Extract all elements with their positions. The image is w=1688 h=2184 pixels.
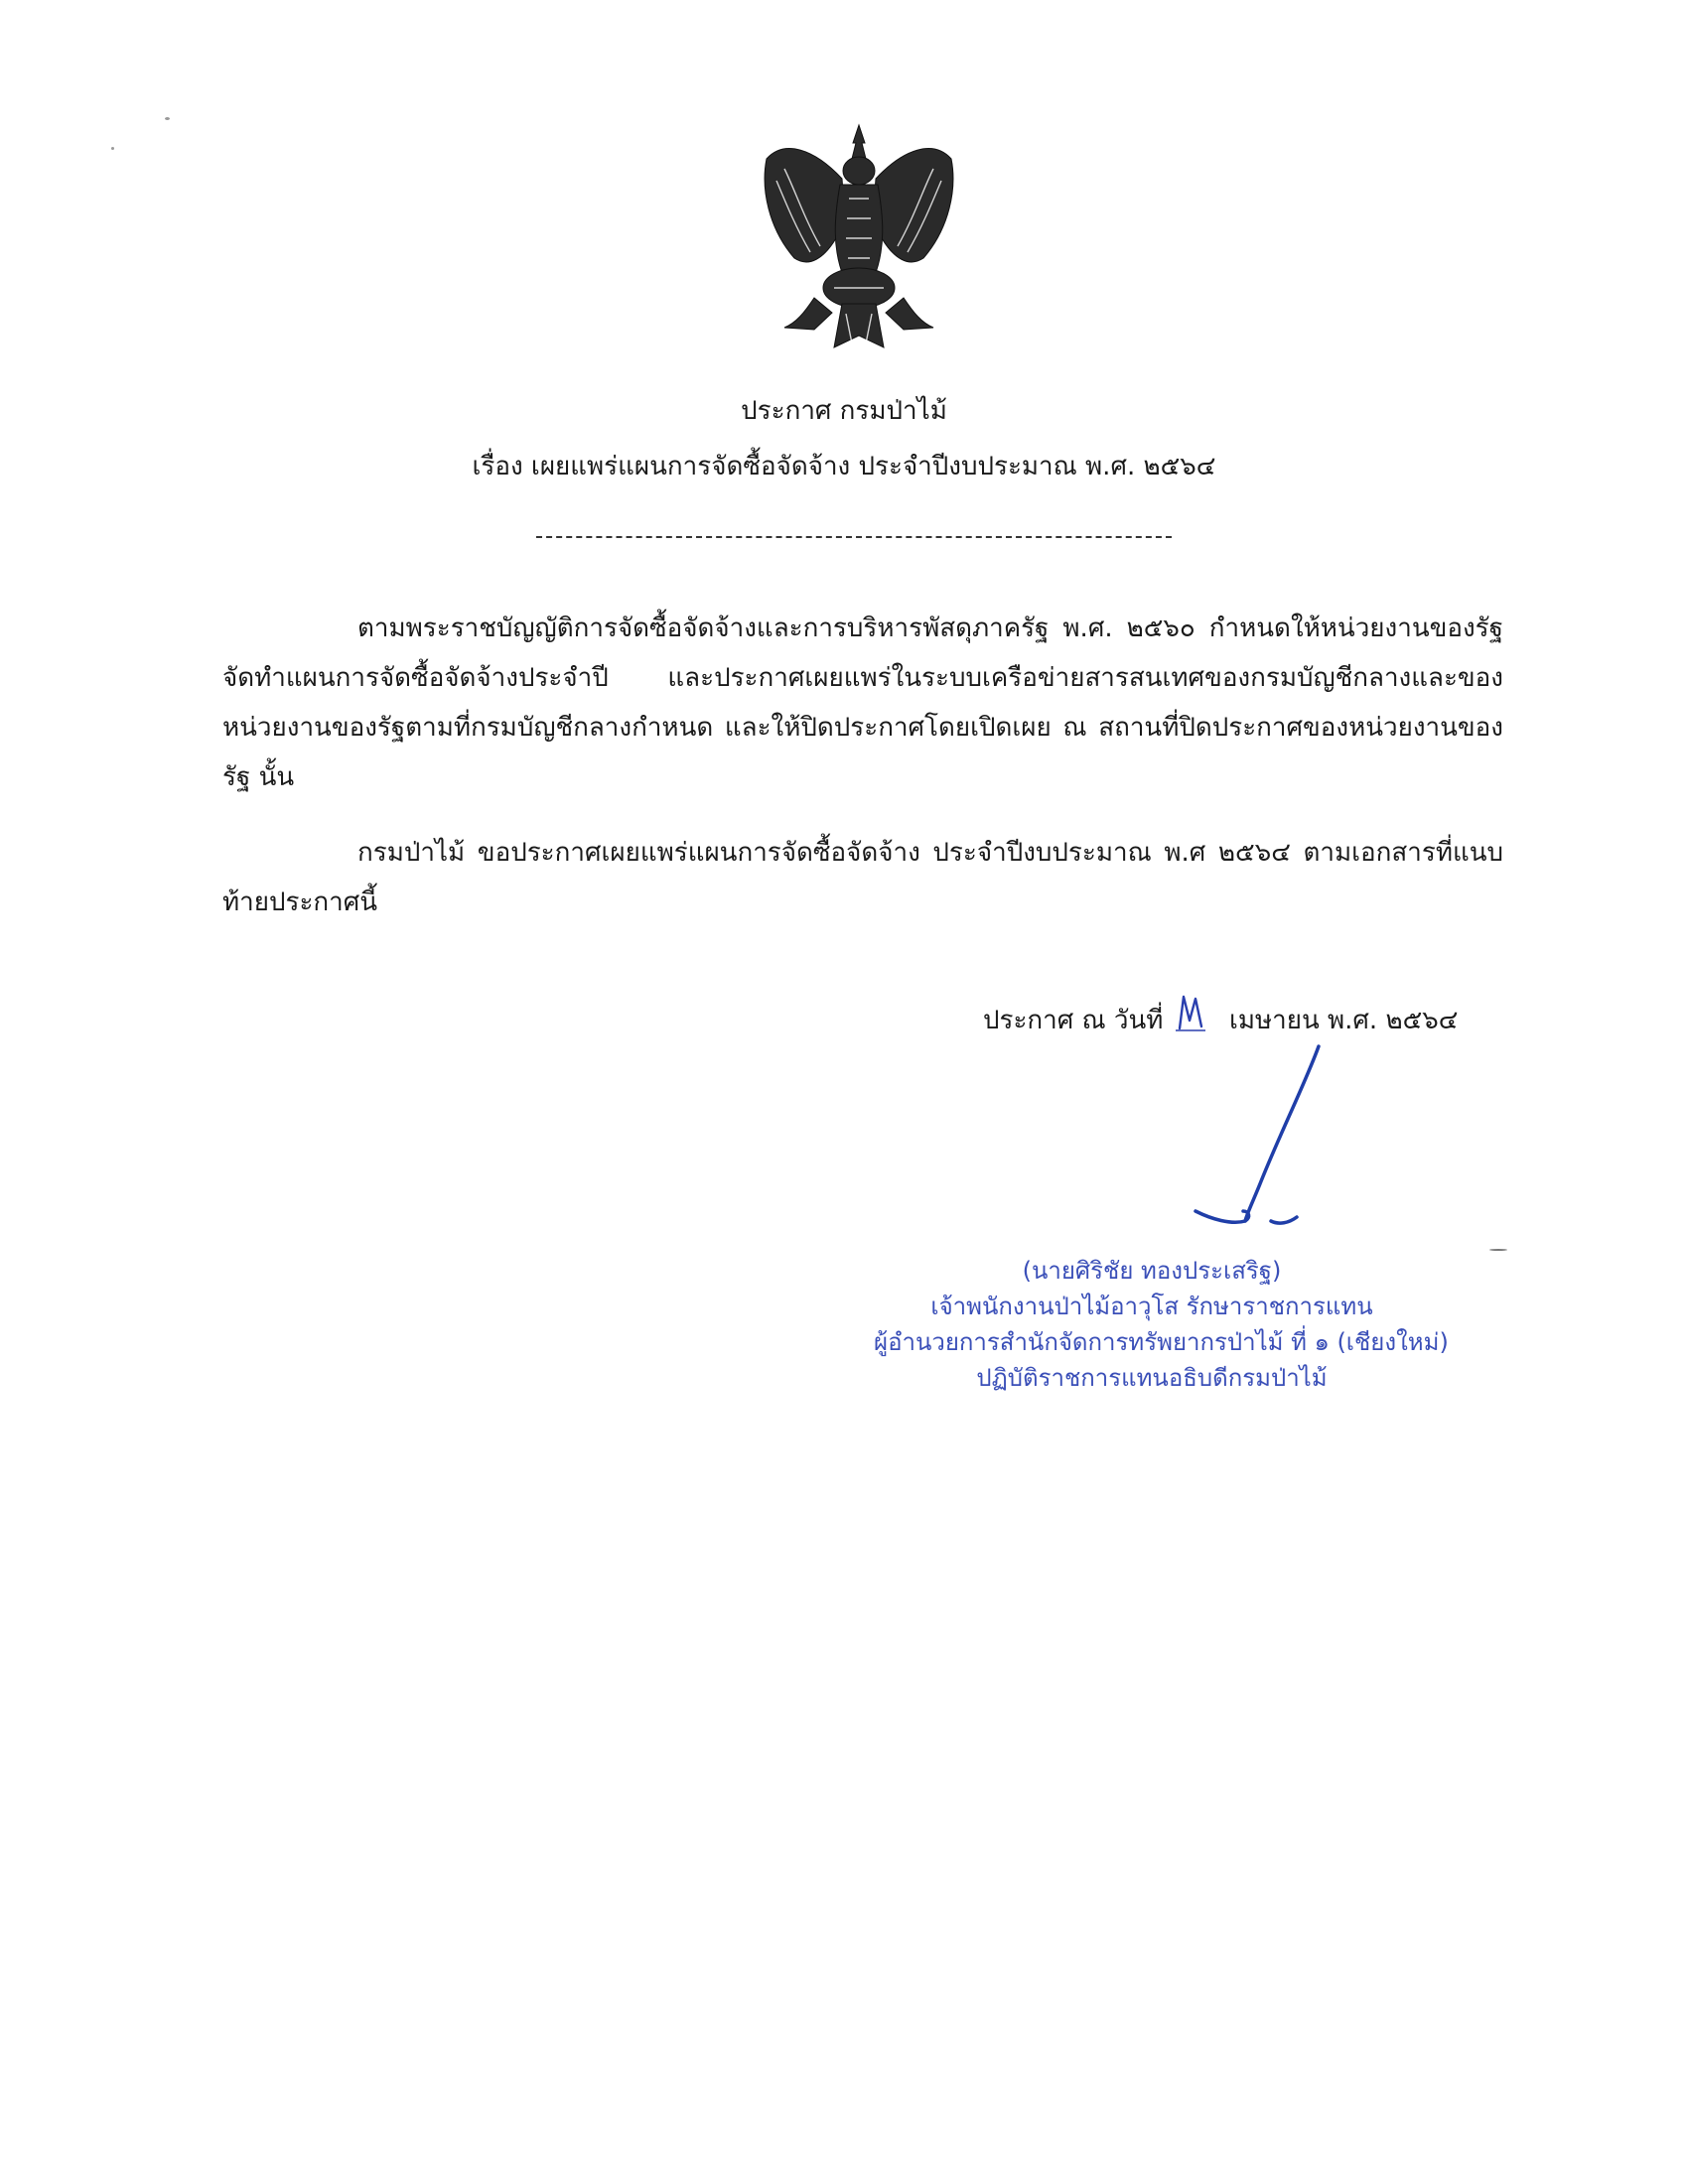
body-paragraph-1: ตามพระราชบัญญัติการจัดซื้อจัดจ้างและการบริหารพัสดุภาครัฐ พ.ศ. ๒๕๖๐ กำหนดให้หน่วยงานของรัฐจัดทำแผนการจัดซื้อจัดจ้างประจำปี และประกาศเผยแพร่ในระบบเครือข่ายสารสนเทศของกรมบัญชีกลางและของหน่วยงานของรัฐตามที่กรมบัญชีกลางกำหนด และให้ปิดประกาศโดยเปิดเผย ณ สถานที่ปิดประกาศของหน่วยงานของรัฐ นั้น <box>222 614 1503 792</box>
scan-speck <box>111 147 114 150</box>
signatory-block <box>874 1253 1449 1396</box>
separator-line <box>536 536 1172 538</box>
handwritten-signature <box>1172 1042 1350 1241</box>
signatory-name: (นายศิริชัย ทองประเสริฐ) <box>1022 1257 1282 1285</box>
garuda-emblem-icon <box>755 119 963 352</box>
scan-speck <box>1489 1249 1507 1251</box>
signatory-position-2: ผู้อำนวยการสำนักจัดการทรัพยากรป่าไม้ ที่ ๑ (เชียงใหม่) <box>874 1328 1449 1356</box>
body-paragraph-2: กรมป่าไม้ ขอประกาศเผยแพร่แผนการจัดซื้อจัดจ้าง ประจำปีงบประมาณ พ.ศ ๒๕๖๔ ตามเอกสารที่แนบท้ายประกาศนี้ <box>222 838 1503 917</box>
handwritten-day-mark <box>1172 991 1211 1032</box>
date-prefix: ประกาศ ณ วันที่ <box>983 1006 1164 1035</box>
announcement-title: ประกาศ กรมป่าไม้ <box>741 396 947 426</box>
date-suffix: เมษายน พ.ศ. ๒๕๖๔ <box>1228 1006 1459 1035</box>
announcement-subject: เรื่อง เผยแพร่แผนการจัดซื้อจัดจ้าง ประจำปีงบประมาณ พ.ศ. ๒๕๖๔ <box>472 452 1216 481</box>
signatory-position-3: ปฏิบัติราชการแทนอธิบดีกรมป่าไม้ <box>976 1364 1328 1392</box>
scan-speck <box>165 117 170 120</box>
signatory-position-1: เจ้าพนักงานป่าไม้อาวุโส รักษาราชการแทน <box>930 1293 1373 1320</box>
announcement-date <box>983 1001 1458 1040</box>
